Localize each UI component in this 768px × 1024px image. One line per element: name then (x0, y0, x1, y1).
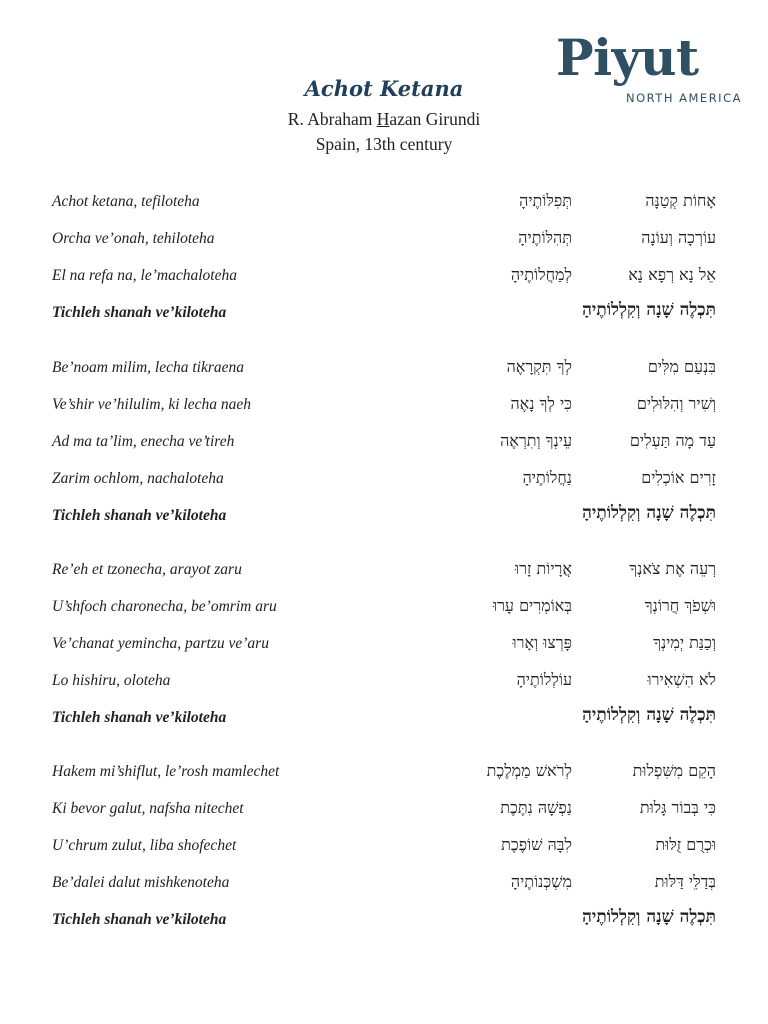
transliteration: Re’eh et tzonecha, arayot zaru (52, 561, 242, 578)
hebrew-second-half: נַחֲלוֹתֶיהָ (522, 468, 572, 487)
transliteration: Hakem mi’shiflut, le’rosh mamlechet (52, 763, 280, 780)
refrain-line (0, 907, 768, 941)
transliteration: U’shfoch charonecha, be’omrim aru (52, 598, 277, 615)
refrain-transliteration: Tichleh shanah ve’kiloteha (52, 709, 227, 726)
hebrew-first-half: כִּי בְּבוֹר גָּלוּת (639, 798, 716, 817)
transliteration: Ve’shir ve’hilulim, ki lecha naeh (52, 396, 252, 413)
verse-line (0, 267, 768, 297)
refrain-transliteration: Tichleh shanah ve’kiloteha (52, 304, 227, 321)
poem-author (0, 109, 768, 130)
hebrew-first-half: וְכַנַּת יְמִינְךָ (653, 633, 716, 652)
hebrew-second-half: לְמַחֲלוֹתֶיהָ (510, 265, 572, 284)
verse-line (0, 359, 768, 389)
refrain-hebrew: תִּכְלֶה שָׁנָה וְקִלְלוֹתֶיהָ (582, 705, 716, 725)
transliteration: Lo hishiru, oloteha (52, 672, 171, 689)
verse-line (0, 470, 768, 500)
refrain-line (0, 300, 768, 334)
transliteration: Achot ketana, tefiloteha (52, 193, 200, 210)
author-underlined-letter: H (376, 109, 390, 129)
refrain-transliteration: Tichleh shanah ve’kiloteha (52, 911, 227, 928)
transliteration: Be’noam milim, lecha tikraena (52, 359, 244, 376)
hebrew-first-half: בְּדַלֵּי דַּלּוּת (654, 872, 716, 891)
hebrew-second-half: עוֹלְלוֹתֶיהָ (516, 670, 572, 689)
verse-line (0, 433, 768, 463)
hebrew-first-half: עַד מָה תַּעְלִים (629, 431, 716, 450)
hebrew-first-half: הָקֵם מִשִּׁפְלוּת (632, 761, 716, 780)
poem-origin: Spain, 13th century (315, 134, 453, 154)
verse-line (0, 763, 768, 793)
hebrew-first-half: זָרִים אוֹכְלִים (641, 468, 716, 487)
hebrew-second-half: לִבָּהּ שׁוֹפֶכֶת (501, 835, 572, 854)
hebrew-first-half: לֹא הִשְׁאִירוּ (647, 670, 716, 689)
hebrew-first-half: אֵל נָא רְפָא נָא (628, 265, 716, 284)
transliteration: Ve’chanat yemincha, partzu ve’aru (52, 635, 269, 652)
verse-line (0, 800, 768, 830)
transliteration: U’chrum zulut, liba shofechet (52, 837, 237, 854)
transliteration: Zarim ochlom, nachaloteha (52, 470, 224, 487)
verse-line (0, 837, 768, 867)
logo-subtitle: NORTH AMERICA (626, 91, 742, 105)
hebrew-first-half: וּשְׁפֹךְ חֲרוֹנְךָ (644, 596, 716, 615)
refrain-line (0, 705, 768, 739)
transliteration: El na refa na, le’machaloteha (52, 267, 237, 284)
hebrew-second-half: תְּהִלּוֹתֶיהָ (518, 228, 572, 247)
verse-line (0, 230, 768, 260)
hebrew-second-half: פָּרְצוּ וְאָרוּ (512, 633, 572, 652)
verse-line (0, 598, 768, 628)
hebrew-second-half: לְךָ תִּקְרָאֶה (506, 357, 572, 376)
verse-line (0, 396, 768, 426)
refrain-hebrew: תִּכְלֶה שָׁנָה וְקִלְלוֹתֶיהָ (582, 907, 716, 927)
verse-line (0, 193, 768, 223)
hebrew-first-half: בִּנְעַם מִלִּים (647, 357, 716, 376)
hebrew-second-half: מִשְׁכְּנוֹתֶיהָ (510, 872, 572, 891)
refrain-hebrew: תִּכְלֶה שָׁנָה וְקִלְלוֹתֶיהָ (582, 300, 716, 320)
transliteration: Orcha ve’onah, tehiloteha (52, 230, 215, 247)
transliteration: Ad ma ta’lim, enecha ve’tireh (52, 433, 235, 450)
refrain-line (0, 503, 768, 537)
hebrew-first-half: אָחוֹת קְטַנָּה (645, 191, 716, 210)
transliteration: Ki bevor galut, nafsha nitechet (52, 800, 244, 817)
hebrew-second-half: תְּפִלּוֹתֶיהָ (519, 191, 572, 210)
refrain-transliteration: Tichleh shanah ve’kiloteha (52, 507, 227, 524)
logo-wordmark: Piyut (556, 28, 699, 87)
hebrew-second-half: כִּי לְךָ נָאֶה (510, 394, 572, 413)
hebrew-first-half: עוֹרְכָה וְעוֹנָה (641, 228, 716, 247)
hebrew-second-half: לְרֹאשׁ מַמְלֶכֶת (486, 761, 572, 780)
hebrew-second-half: עֵינְךָ וְתִרְאֶה (500, 431, 572, 450)
hebrew-second-half: אֲרָיוֹת זָרוּ (514, 559, 572, 578)
hebrew-first-half: וּכְרֻם זֻלּוּת (655, 835, 716, 854)
hebrew-first-half: וְשִׁיר וְהִלּוּלִים (636, 394, 716, 413)
verse-line (0, 672, 768, 702)
verse-line (0, 635, 768, 665)
hebrew-second-half: בְּאוֹמְרִים עָרוּ (492, 596, 572, 615)
verse-line (0, 874, 768, 904)
hebrew-first-half: רְעֵה אֶת צֹאנְךָ (629, 559, 716, 578)
author-part: azan Girundi (389, 109, 481, 129)
author-part: R. Abraham (287, 109, 377, 129)
verse-line (0, 561, 768, 591)
poem-title: Achot Ketana (304, 76, 464, 101)
hebrew-second-half: נַפְשָׁהּ נִתֶּכֶת (500, 798, 572, 817)
transliteration: Be’dalei dalut mishkenoteha (52, 874, 230, 891)
refrain-hebrew: תִּכְלֶה שָׁנָה וְקִלְלוֹתֶיהָ (582, 503, 716, 523)
